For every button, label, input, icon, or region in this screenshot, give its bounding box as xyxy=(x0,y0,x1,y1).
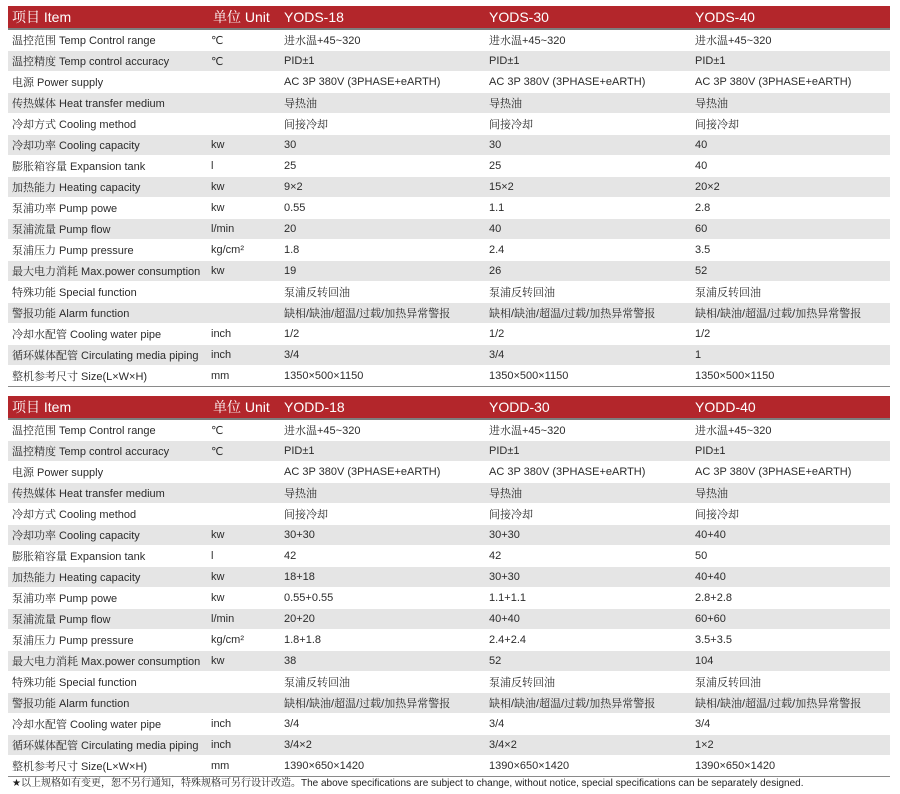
row-label: 温控精度 Temp control accuracy xyxy=(8,51,209,72)
row-unit: kw xyxy=(209,567,280,588)
table-row xyxy=(8,261,890,282)
spec-value: 30+30 xyxy=(485,525,691,546)
row-unit: l xyxy=(209,546,280,567)
table-row xyxy=(8,324,890,345)
header-item: 项目 Item xyxy=(8,396,209,419)
row-label: 泵浦压力 Pump pressure xyxy=(8,240,209,261)
spec-value: 进水温+45~320 xyxy=(485,419,691,441)
row-label: 特殊功能 Special function xyxy=(8,672,209,693)
spec-value: 30+30 xyxy=(485,567,691,588)
spec-value: 60+60 xyxy=(691,609,890,630)
spec-value: 40 xyxy=(485,219,691,240)
spec-value: 进水温+45~320 xyxy=(691,29,890,51)
header-unit: 单位 Unit xyxy=(209,6,280,29)
table-row xyxy=(8,282,890,303)
row-label: 警报功能 Alarm function xyxy=(8,303,209,324)
spec-value: PID±1 xyxy=(691,51,890,72)
spec-value: 进水温+45~320 xyxy=(280,29,485,51)
row-label: 冷却功率 Cooling capacity xyxy=(8,525,209,546)
row-label: 加热能力 Heating capacity xyxy=(8,567,209,588)
table-row xyxy=(8,630,890,651)
table-row xyxy=(8,525,890,546)
spec-value: 0.55 xyxy=(280,198,485,219)
table-header-row xyxy=(8,6,890,29)
row-unit: l/min xyxy=(209,219,280,240)
spec-value: 3/4 xyxy=(280,714,485,735)
row-unit xyxy=(209,672,280,693)
table-row xyxy=(8,546,890,567)
spec-value: 间接冷却 xyxy=(485,504,691,525)
row-label: 传热媒体 Heat transfer medium xyxy=(8,483,209,504)
table-row xyxy=(8,651,890,672)
row-unit xyxy=(209,282,280,303)
spec-value: 间接冷却 xyxy=(280,504,485,525)
spec-value: 2.8+2.8 xyxy=(691,588,890,609)
table-row xyxy=(8,567,890,588)
table-row xyxy=(8,672,890,693)
table-row xyxy=(8,303,890,324)
spec-value: 进水温+45~320 xyxy=(691,419,890,441)
row-label: 最大电力消耗 Max.power consumption xyxy=(8,651,209,672)
spec-value: 30 xyxy=(485,135,691,156)
spec-value: 1.8+1.8 xyxy=(280,630,485,651)
row-label: 泵浦功率 Pump powe xyxy=(8,588,209,609)
spec-value: 40+40 xyxy=(485,609,691,630)
spec-value: 42 xyxy=(280,546,485,567)
row-label: 温控范围 Temp Control range xyxy=(8,29,209,51)
spec-value: 40 xyxy=(691,156,890,177)
spec-value: 泵浦反转回油 xyxy=(485,672,691,693)
spec-value: 1×2 xyxy=(691,735,890,756)
row-label: 传热媒体 Heat transfer medium xyxy=(8,93,209,114)
footnote: ★以上规格如有变更，恕不另行通知，特殊规格可另行设计改造。The above specifications are subject to change, without notice, special specifications can be separately designed. xyxy=(12,778,804,789)
table-row xyxy=(8,219,890,240)
spec-value: AC 3P 380V (3PHASE+eARTH) xyxy=(280,72,485,93)
table-row xyxy=(8,504,890,525)
spec-value: 3/4 xyxy=(280,345,485,366)
row-unit: kw xyxy=(209,177,280,198)
spec-value: PID±1 xyxy=(280,51,485,72)
row-label: 电源 Power supply xyxy=(8,72,209,93)
spec-value: 缺相/缺油/超温/过载/加热异常警报 xyxy=(485,303,691,324)
row-unit xyxy=(209,114,280,135)
table-row xyxy=(8,29,890,51)
row-unit: l xyxy=(209,156,280,177)
row-unit xyxy=(209,72,280,93)
table-row xyxy=(8,609,890,630)
spec-value: 2.8 xyxy=(691,198,890,219)
row-label: 电源 Power supply xyxy=(8,462,209,483)
spec-value: 1 xyxy=(691,345,890,366)
spec-value: 导热油 xyxy=(280,93,485,114)
row-label: 警报功能 Alarm function xyxy=(8,693,209,714)
spec-value: 30 xyxy=(280,135,485,156)
spec-value: 3/4×2 xyxy=(485,735,691,756)
spec-value: 40 xyxy=(691,135,890,156)
spec-value: 40+40 xyxy=(691,525,890,546)
row-unit: mm xyxy=(209,756,280,777)
spec-value: 26 xyxy=(485,261,691,282)
spec-value: 进水温+45~320 xyxy=(280,419,485,441)
table-row xyxy=(8,735,890,756)
spec-value: 1350×500×1150 xyxy=(280,366,485,387)
spec-value: 1.1 xyxy=(485,198,691,219)
spec-value: 3/4×2 xyxy=(280,735,485,756)
spec-value: 间接冷却 xyxy=(485,114,691,135)
spec-value: 缺相/缺油/超温/过载/加热异常警报 xyxy=(280,693,485,714)
row-label: 泵浦压力 Pump pressure xyxy=(8,630,209,651)
spec-value: 25 xyxy=(280,156,485,177)
spec-value: 1390×650×1420 xyxy=(691,756,890,777)
spec-value: PID±1 xyxy=(485,51,691,72)
spec-value: 15×2 xyxy=(485,177,691,198)
row-label: 循环媒体配管 Circulating media piping xyxy=(8,345,209,366)
spec-value: 3/4 xyxy=(691,714,890,735)
spec-value: AC 3P 380V (3PHASE+eARTH) xyxy=(280,462,485,483)
row-unit xyxy=(209,93,280,114)
spec-value: 3.5 xyxy=(691,240,890,261)
row-unit: kw xyxy=(209,588,280,609)
table-header-row xyxy=(8,396,890,419)
row-label: 冷却功率 Cooling capacity xyxy=(8,135,209,156)
spec-value: 38 xyxy=(280,651,485,672)
header-unit: 单位 Unit xyxy=(209,396,280,419)
spec-value: 1350×500×1150 xyxy=(691,366,890,387)
spec-value: 1.1+1.1 xyxy=(485,588,691,609)
spec-value: 1/2 xyxy=(691,324,890,345)
header-model: YODD-30 xyxy=(485,396,691,419)
row-label: 整机参考尺寸 Size(L×W×H) xyxy=(8,366,209,387)
table-row xyxy=(8,588,890,609)
row-label: 膨胀箱容量 Expansion tank xyxy=(8,156,209,177)
spec-value: 1390×650×1420 xyxy=(485,756,691,777)
row-label: 循环媒体配管 Circulating media piping xyxy=(8,735,209,756)
row-label: 冷却方式 Cooling method xyxy=(8,114,209,135)
spec-value: 泵浦反转回油 xyxy=(280,672,485,693)
spec-value: 20×2 xyxy=(691,177,890,198)
table-row xyxy=(8,135,890,156)
row-unit: l/min xyxy=(209,609,280,630)
spec-value: 104 xyxy=(691,651,890,672)
header-model: YODD-40 xyxy=(691,396,890,419)
row-unit: mm xyxy=(209,366,280,387)
spec-value: 2.4 xyxy=(485,240,691,261)
spec-value: AC 3P 380V (3PHASE+eARTH) xyxy=(485,72,691,93)
row-unit: ℃ xyxy=(209,419,280,441)
table-row xyxy=(8,483,890,504)
row-unit: ℃ xyxy=(209,441,280,462)
row-label: 加热能力 Heating capacity xyxy=(8,177,209,198)
spec-value: 导热油 xyxy=(485,93,691,114)
spec-value: 3/4 xyxy=(485,345,691,366)
spec-table-yodd xyxy=(8,396,890,777)
row-label: 膨胀箱容量 Expansion tank xyxy=(8,546,209,567)
table-row xyxy=(8,177,890,198)
spec-value: 20 xyxy=(280,219,485,240)
spec-value: 20+20 xyxy=(280,609,485,630)
spec-value: PID±1 xyxy=(691,441,890,462)
table-row xyxy=(8,345,890,366)
spec-value: 25 xyxy=(485,156,691,177)
row-unit xyxy=(209,504,280,525)
spec-value: 缺相/缺油/超温/过载/加热异常警报 xyxy=(691,303,890,324)
spec-value: AC 3P 380V (3PHASE+eARTH) xyxy=(691,462,890,483)
table-row xyxy=(8,72,890,93)
row-unit xyxy=(209,462,280,483)
row-unit: kg/cm² xyxy=(209,240,280,261)
row-label: 泵浦流量 Pump flow xyxy=(8,609,209,630)
row-label: 特殊功能 Special function xyxy=(8,282,209,303)
spec-value: 60 xyxy=(691,219,890,240)
spec-value: 间接冷却 xyxy=(691,114,890,135)
spec-value: 1.8 xyxy=(280,240,485,261)
table-row xyxy=(8,714,890,735)
row-label: 温控精度 Temp control accuracy xyxy=(8,441,209,462)
spec-value: 1/2 xyxy=(485,324,691,345)
spec-value: 进水温+45~320 xyxy=(485,29,691,51)
table-row xyxy=(8,419,890,441)
spec-value: 泵浦反转回油 xyxy=(485,282,691,303)
table-row xyxy=(8,462,890,483)
row-label: 泵浦功率 Pump powe xyxy=(8,198,209,219)
header-model: YODS-30 xyxy=(485,6,691,29)
table-row xyxy=(8,51,890,72)
table-row xyxy=(8,366,890,387)
spec-value: 52 xyxy=(691,261,890,282)
spec-value: 泵浦反转回油 xyxy=(280,282,485,303)
row-label: 冷却水配管 Cooling water pipe xyxy=(8,714,209,735)
spec-value: 3/4 xyxy=(485,714,691,735)
spec-value: 缺相/缺油/超温/过载/加热异常警报 xyxy=(280,303,485,324)
row-unit: kw xyxy=(209,525,280,546)
row-unit: inch xyxy=(209,345,280,366)
spec-value: 间接冷却 xyxy=(691,504,890,525)
spec-value: 导热油 xyxy=(691,93,890,114)
row-label: 整机参考尺寸 Size(L×W×H) xyxy=(8,756,209,777)
row-label: 温控范围 Temp Control range xyxy=(8,419,209,441)
spec-value: 1390×650×1420 xyxy=(280,756,485,777)
spec-value: 泵浦反转回油 xyxy=(691,672,890,693)
spec-value: 3.5+3.5 xyxy=(691,630,890,651)
spec-value: AC 3P 380V (3PHASE+eARTH) xyxy=(485,462,691,483)
spec-value: 52 xyxy=(485,651,691,672)
row-unit: ℃ xyxy=(209,29,280,51)
spec-value: 40+40 xyxy=(691,567,890,588)
spec-value: 9×2 xyxy=(280,177,485,198)
row-unit: kw xyxy=(209,198,280,219)
spec-value: PID±1 xyxy=(280,441,485,462)
row-unit: kg/cm² xyxy=(209,630,280,651)
spec-value: 0.55+0.55 xyxy=(280,588,485,609)
header-item: 项目 Item xyxy=(8,6,209,29)
spec-value: 50 xyxy=(691,546,890,567)
row-unit: kw xyxy=(209,651,280,672)
spec-value: 2.4+2.4 xyxy=(485,630,691,651)
row-unit: inch xyxy=(209,714,280,735)
row-label: 泵浦流量 Pump flow xyxy=(8,219,209,240)
spec-value: 泵浦反转回油 xyxy=(691,282,890,303)
spec-value: 间接冷却 xyxy=(280,114,485,135)
spec-value: AC 3P 380V (3PHASE+eARTH) xyxy=(691,72,890,93)
spec-value: 30+30 xyxy=(280,525,485,546)
row-unit: inch xyxy=(209,735,280,756)
table-row xyxy=(8,198,890,219)
spec-value: 19 xyxy=(280,261,485,282)
spec-value: 1350×500×1150 xyxy=(485,366,691,387)
spec-value: 18+18 xyxy=(280,567,485,588)
row-unit: kw xyxy=(209,135,280,156)
row-label: 冷却方式 Cooling method xyxy=(8,504,209,525)
row-unit xyxy=(209,483,280,504)
row-unit: inch xyxy=(209,324,280,345)
spec-value: 42 xyxy=(485,546,691,567)
spec-table-yods xyxy=(8,6,890,387)
spec-value: 导热油 xyxy=(485,483,691,504)
table-row xyxy=(8,441,890,462)
table-row xyxy=(8,693,890,714)
header-model: YODS-40 xyxy=(691,6,890,29)
table-row xyxy=(8,240,890,261)
header-model: YODD-18 xyxy=(280,396,485,419)
spec-value: 导热油 xyxy=(691,483,890,504)
row-unit xyxy=(209,693,280,714)
spec-value: PID±1 xyxy=(485,441,691,462)
row-unit: ℃ xyxy=(209,51,280,72)
spec-value: 导热油 xyxy=(280,483,485,504)
row-unit: kw xyxy=(209,261,280,282)
row-label: 最大电力消耗 Max.power consumption xyxy=(8,261,209,282)
spec-value: 缺相/缺油/超温/过载/加热异常警报 xyxy=(691,693,890,714)
spec-value: 1/2 xyxy=(280,324,485,345)
spec-value: 缺相/缺油/超温/过载/加热异常警报 xyxy=(485,693,691,714)
table-row xyxy=(8,156,890,177)
table-row xyxy=(8,114,890,135)
row-unit xyxy=(209,303,280,324)
table-row xyxy=(8,93,890,114)
row-label: 冷却水配管 Cooling water pipe xyxy=(8,324,209,345)
header-model: YODS-18 xyxy=(280,6,485,29)
